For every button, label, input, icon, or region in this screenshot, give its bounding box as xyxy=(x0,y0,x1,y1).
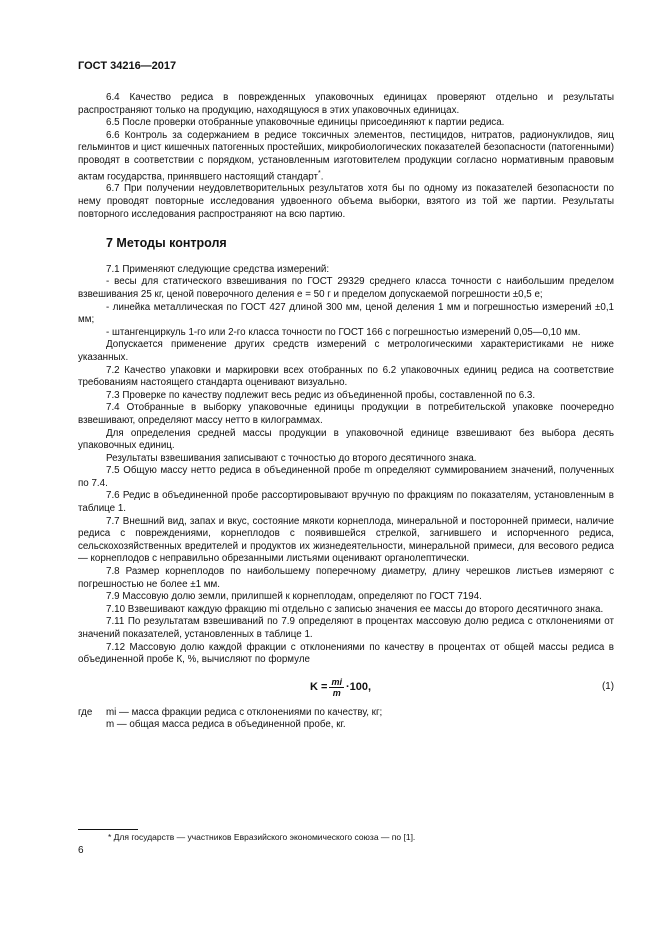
list-item-caliper: - штангенциркуль 1-го или 2-го класса точности по ГОСТ 166 с погрешностью измерений 0,05—0,10 мм. xyxy=(106,326,581,338)
paragraph-7-9: 7.9 Массовую долю земли, прилипшей к корнеплодам, определяют по ГОСТ 7194. xyxy=(106,591,482,603)
paragraph-allowed-instruments: Допускается применение других средств измерений с метрологическими характеристиками не ниже указанных. xyxy=(78,339,614,363)
formula-numerator: mi xyxy=(331,676,342,687)
list-item-scales: - весы для статического взвешивания по ГОСТ 29329 среднего класса точности с наибольшим пределом взвешивания 25 кг, ценой поверочного деления e = 50 г и пределом допускаемой погрешности ±0,5 e; xyxy=(78,276,614,300)
paragraph-6-6-text: 6.6 Контроль за содержанием в редисе токсичных элементов, пестицидов, нитратов, радионуклидов, яиц гельминтов и цист кишечных патогенных простейших, микробиологических показателей безопасности (патогенными) проводят в соответствии с порядком, установленным изготовителем продукции согласно нормативным правовым актам государства, принявшего настоящий стандарт xyxy=(78,129,614,182)
formula-fraction xyxy=(329,677,344,698)
formula-lhs: K = xyxy=(310,681,328,693)
formula-number: (1) xyxy=(602,680,614,692)
formula-denominator: m xyxy=(332,687,341,698)
paragraph-7-4: 7.4 Отобранные в выборку упаковочные единицы продукции в потребительской упаковке поочередно взвешивают, определяют массу нетто в килограммах. xyxy=(78,402,614,426)
paragraph-7-8: 7.8 Размер корнеплодов по наибольшему поперечному диаметру, длину черешков листьев измеряют с погрешностью не более ±1 мм. xyxy=(78,566,614,590)
paragraph-7-12: 7.12 Массовую долю каждой фракции с отклонениями по качеству в процентах от общей массы редиса в объединенной пробе К, %, вычисляют по формуле xyxy=(78,641,614,666)
footnote-marker: * xyxy=(318,169,321,177)
paragraph-6-5: 6.5 После проверки отобранные упаковочные единицы присоединяют к партии редиса. xyxy=(106,117,505,129)
document-body xyxy=(78,92,614,732)
formula-1 xyxy=(78,675,614,703)
formula-legend-m: m — общая масса редиса в объединенной пробе, кг. xyxy=(106,719,346,731)
formula-legend-mi: mi — масса фракции редиса с отклонениями по качеству, кг; xyxy=(106,706,383,718)
section-title: 7 Методы контроля xyxy=(106,236,227,251)
paragraph-7-10: 7.10 Взвешивают каждую фракцию mi отдельно с записью значения ее массы до второго десятичного знака. xyxy=(106,603,604,615)
footnote: * Для государств — участников Евразийского экономического союза — по [1]. xyxy=(108,832,416,842)
formula-legend-row-2 xyxy=(78,719,614,732)
paragraph-7-2: 7.2 Качество упаковки и маркировки всех отобранных по 6.2 упаковочных единиц редиса на соответствие требованиям настоящего стандарта оценивают визуально. xyxy=(78,364,614,389)
paragraph-7-3: 7.3 Проверке по качеству подлежит весь редис из объединенной пробы, составленной по 6.3. xyxy=(106,389,536,401)
page-number: 6 xyxy=(78,845,84,856)
formula-expression xyxy=(310,677,371,698)
paragraph-7-6: 7.6 Редис в объединенной пробе рассортировывают вручную по фракциям по показателям, установленным в таблице 1. xyxy=(78,490,614,515)
paragraph-7-5: 7.5 Общую массу нетто редиса в объединенной пробе m определяют суммированием значений, полученных по 7.4. xyxy=(78,465,614,489)
paragraph-average-mass: Для определения средней массы продукции в упаковочной единице взвешивают без выбора десять упаковочных единиц. xyxy=(78,427,614,452)
paragraph-7-11: 7.11 По результатам взвешиваний по 7.9 определяют в процентах массовую долю редиса с отклонениями от значений показателей, установленных в таблице 1. xyxy=(78,616,614,641)
paragraph-6-6: 6.6 Контроль за содержанием в редисе токсичных элементов, пестицидов, нитратов, радионуклидов, яиц гельминтов и цист кишечных патогенных простейших, микробиологических показателей безопасности (патогенными) проводят в соответствии с порядком, установленным изготовителем продукции согласно нормативным правовым актам государства, принявшего настоящий стандарт*. xyxy=(78,129,614,182)
footnote-divider xyxy=(78,829,138,830)
formula-legend-row-1 xyxy=(78,707,614,720)
doc-header: ГОСТ 34216—2017 xyxy=(78,60,177,72)
formula-legend-label: где xyxy=(78,706,93,718)
paragraph-6-7: 6.7 При получении неудовлетворительных результатов хотя бы по одному из показателей безопасности по нему проводят повторные исследования удвоенного объема выборки, взятого из той же партии. Результаты повторного исследования распространяют на всю партию. xyxy=(78,183,614,220)
paragraph-7-1: 7.1 Применяют следующие средства измерений: xyxy=(106,263,330,275)
paragraph-7-7: 7.7 Внешний вид, запах и вкус, состояние мякоти корнеплода, минеральной и посторонней примеси, наличие редиса с повреждениями, корнеплодов с появившейся стрелкой, загнившего и испорченного редиса, сельскохозяйственных вредителей и продуктов их жизнедеятельности, минеральной примеси, для весового редиса — корнеплодов с неправильно обрезанными листьями оценивают органолептически. xyxy=(78,515,614,565)
list-item-ruler: - линейка металлическая по ГОСТ 427 длиной 300 мм, ценой деления 1 мм и погрешностью измерений ±0,1 мм; xyxy=(78,301,614,326)
paragraph-6-4: 6.4 Качество редиса в поврежденных упаковочных единицах проверяют отдельно и результаты распространяют только на продукцию, находящуюся в этих упаковочных единицах. xyxy=(78,92,614,116)
paragraph-weighing-results: Результаты взвешивания записывают с точностью до второго десятичного знака. xyxy=(106,452,477,464)
formula-rhs: ·100, xyxy=(345,681,372,693)
